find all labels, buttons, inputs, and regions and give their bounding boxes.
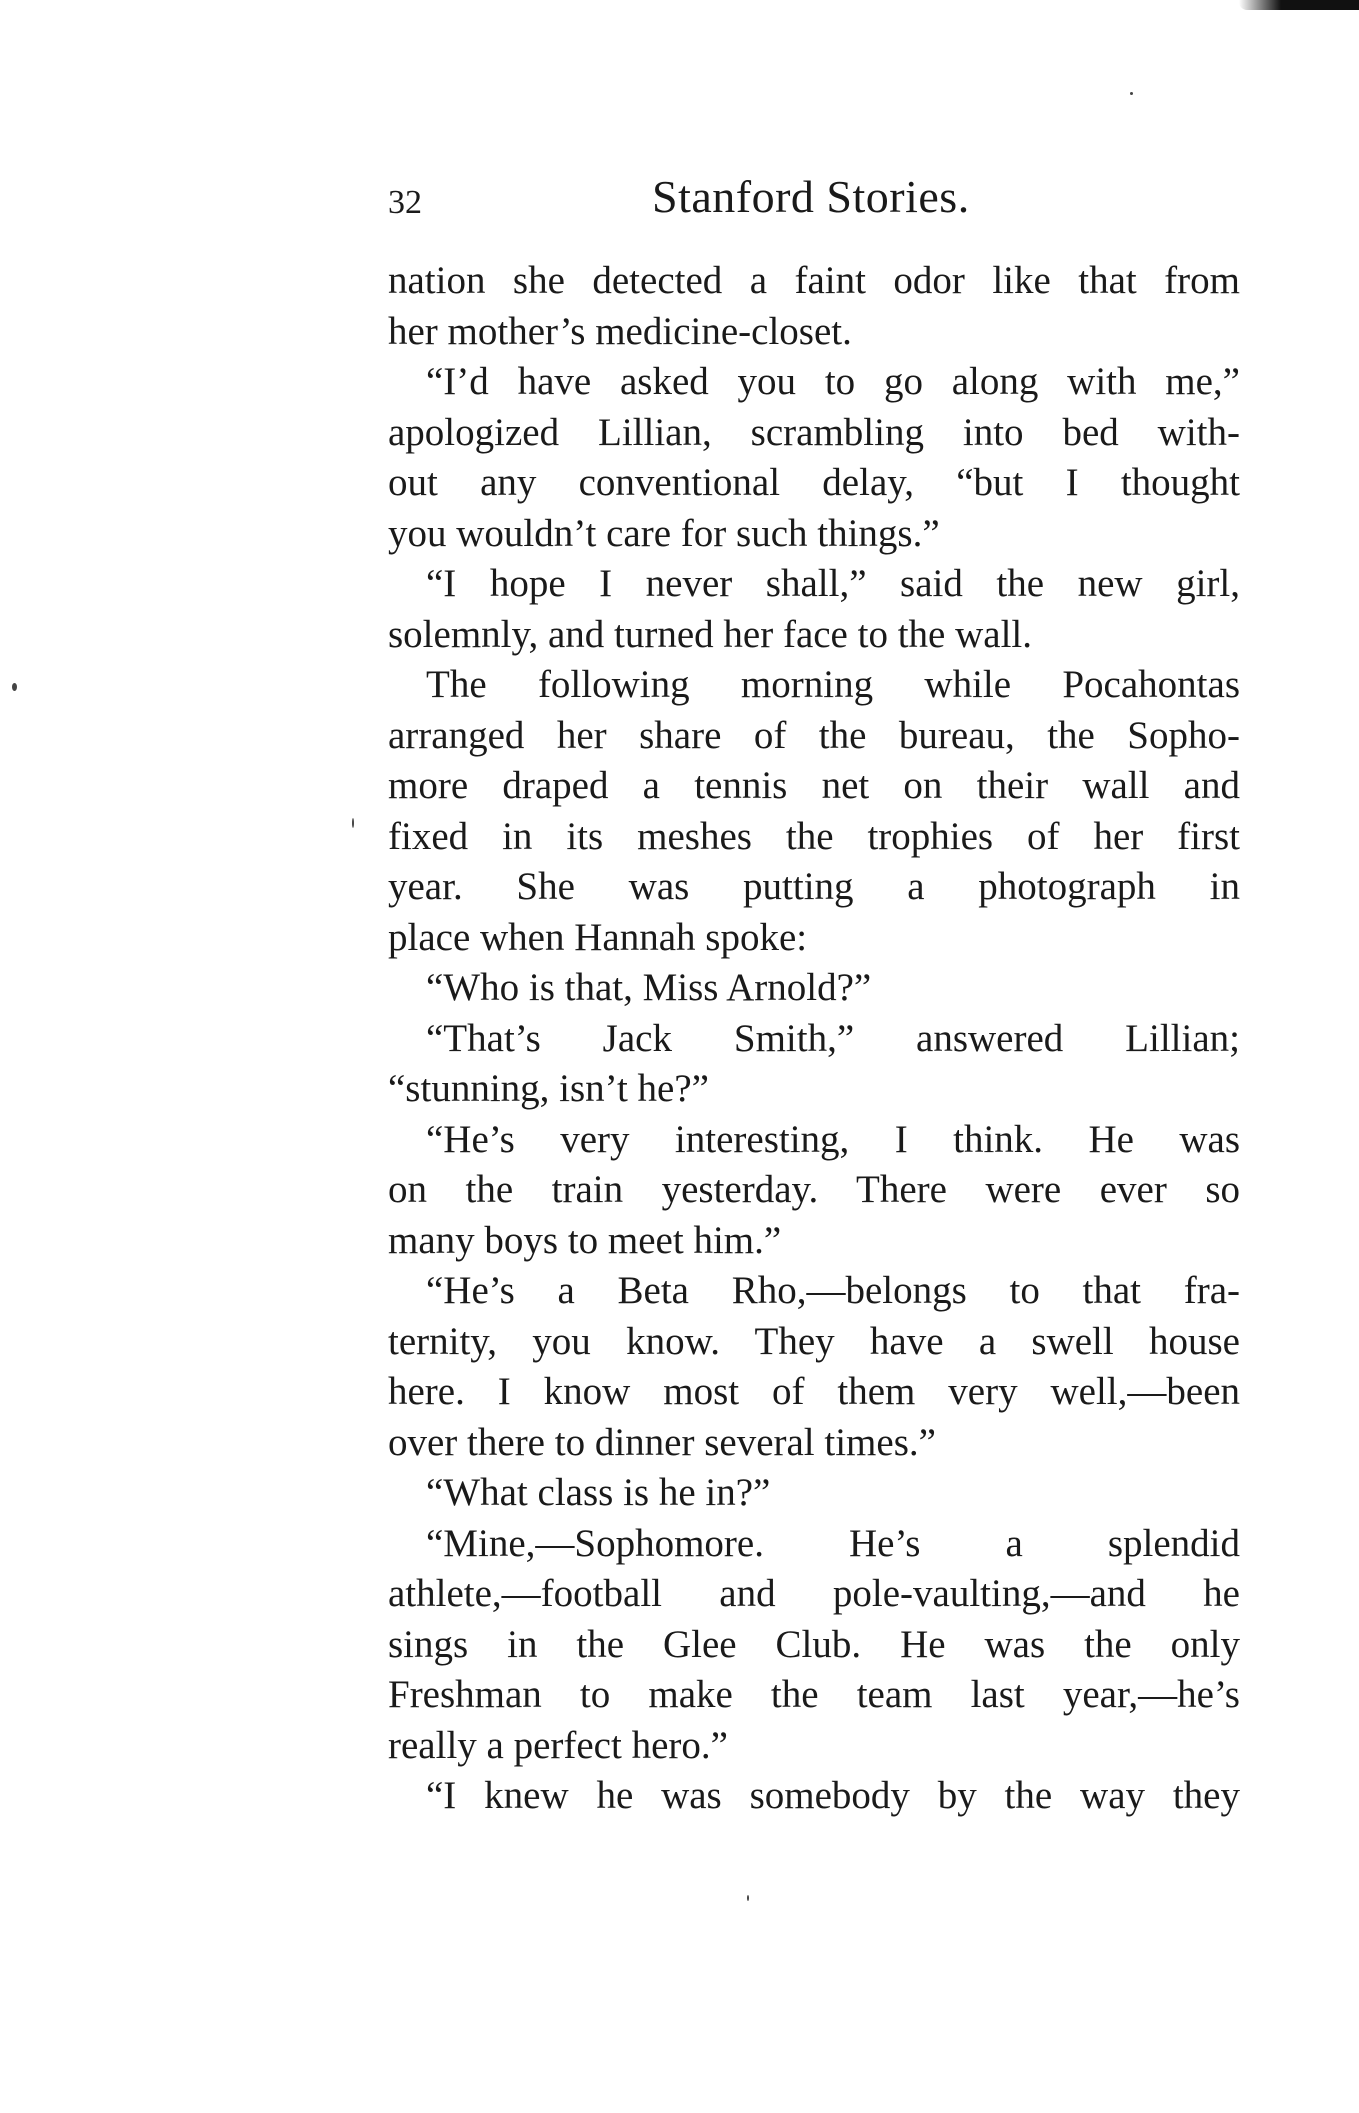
text-line: “He’s a Beta Rho,—belongs to that fra- — [426, 1269, 1240, 1312]
text-line: “Mine,—Sophomore. He’s a splendid — [426, 1521, 1240, 1565]
text-line: many boys to meet him.” — [388, 1218, 782, 1262]
text-line: apologized Lillian, scrambling into bed with- — [388, 410, 1240, 454]
scan-speck — [12, 683, 17, 691]
text-line: her mother’s medicine-closet. — [388, 309, 852, 353]
text-line: “He’s very interesting, I think. He was — [426, 1117, 1240, 1161]
text-line: Freshman to make the team last year,—he’s — [388, 1673, 1240, 1716]
text-line: The following morning while Pocahontas — [426, 663, 1240, 706]
text-line: you wouldn’t care for such things.” — [388, 511, 940, 555]
text-line: really a perfect hero.” — [388, 1723, 728, 1767]
scan-edge-mark — [1239, 0, 1359, 10]
scan-speck — [747, 1895, 749, 1901]
text-line: out any conventional delay, “but I thought — [388, 461, 1240, 504]
text-line: over there to dinner several times.” — [388, 1420, 936, 1464]
body-text — [388, 256, 1240, 1822]
text-line: ternity, you know. They have a swell house — [388, 1319, 1240, 1363]
text-line: nation she detected a faint odor like that from — [388, 259, 1240, 302]
scan-speck — [352, 818, 354, 828]
text-line: sings in the Glee Club. He was the only — [388, 1622, 1240, 1666]
text-line: “I hope I never shall,” said the new girl, — [426, 562, 1240, 605]
text-line: year. She was putting a photograph in — [388, 865, 1240, 908]
page-number: 32 — [388, 184, 422, 221]
running-head — [388, 170, 1240, 240]
scan-speck — [1130, 92, 1133, 95]
text-line: “What class is he in?” — [426, 1471, 771, 1514]
text-line: “I knew he was somebody by the way they — [426, 1774, 1240, 1817]
text-line: arranged her share of the bureau, the Sopho- — [388, 713, 1240, 757]
text-line: place when Hannah spoke: — [388, 915, 808, 959]
text-line: more draped a tennis net on their wall and — [388, 764, 1240, 807]
text-line: athlete,—football and pole-vaulting,—and he — [388, 1572, 1240, 1615]
text-line: “That’s Jack Smith,” answered Lillian; — [426, 1016, 1240, 1060]
text-line: on the train yesterday. There were ever so — [388, 1168, 1240, 1211]
text-line: solemnly, and turned her face to the wall. — [388, 612, 1032, 656]
text-line: here. I know most of them very well,—been — [388, 1370, 1240, 1413]
text-line: “I’d have asked you to go along with me,” — [426, 360, 1240, 403]
text-line: fixed in its meshes the trophies of her first — [388, 814, 1240, 858]
running-title: Stanford Stories. — [652, 171, 970, 222]
text-line: “Who is that, Miss Arnold?” — [426, 966, 872, 1009]
text-line: “stunning, isn’t he?” — [388, 1067, 709, 1110]
